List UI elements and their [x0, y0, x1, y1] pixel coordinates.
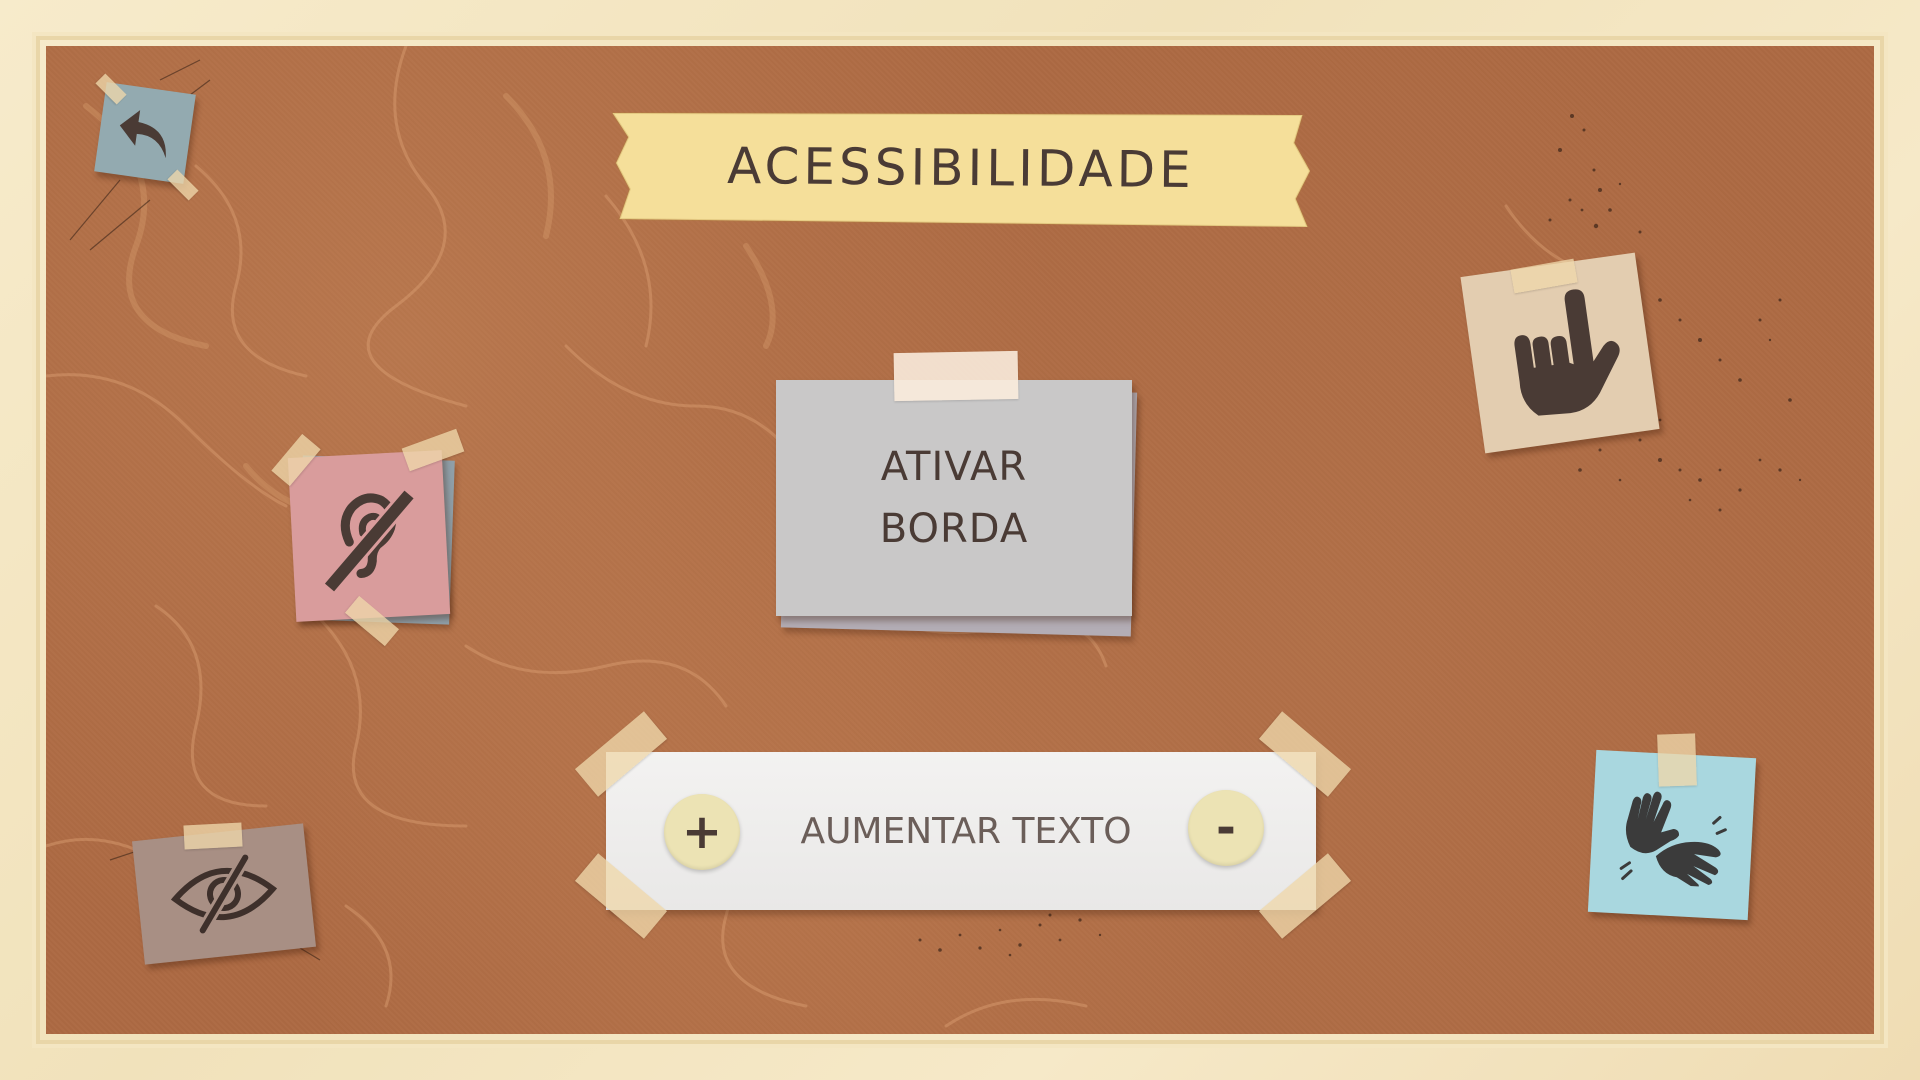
activate-border-line2: BORDA — [879, 506, 1029, 552]
increase-text-label: + — [681, 804, 723, 860]
activate-border-line1: ATIVAR — [880, 444, 1028, 490]
tape — [1657, 733, 1697, 786]
increase-text-label: AUMENTAR TEXTO — [800, 810, 1132, 852]
sign-language-hand-icon — [1492, 280, 1629, 425]
sign-interpretation-icon — [1614, 782, 1729, 888]
decrease-text-button[interactable] — [1188, 790, 1264, 866]
visual-impaired-icon — [165, 848, 283, 939]
tape — [894, 351, 1019, 401]
page-title: ACESSIBILIDADE — [726, 136, 1196, 200]
decrease-text-label: - — [1216, 800, 1236, 856]
increase-text-button[interactable] — [664, 794, 740, 870]
tape — [183, 822, 242, 849]
back-arrow-icon — [112, 103, 179, 163]
text-size-control — [606, 752, 1316, 910]
hearing-impaired-icon — [316, 478, 422, 593]
hearing-accessibility-button[interactable] — [288, 450, 450, 622]
activate-border-button[interactable] — [776, 380, 1132, 616]
title-banner — [612, 109, 1311, 227]
